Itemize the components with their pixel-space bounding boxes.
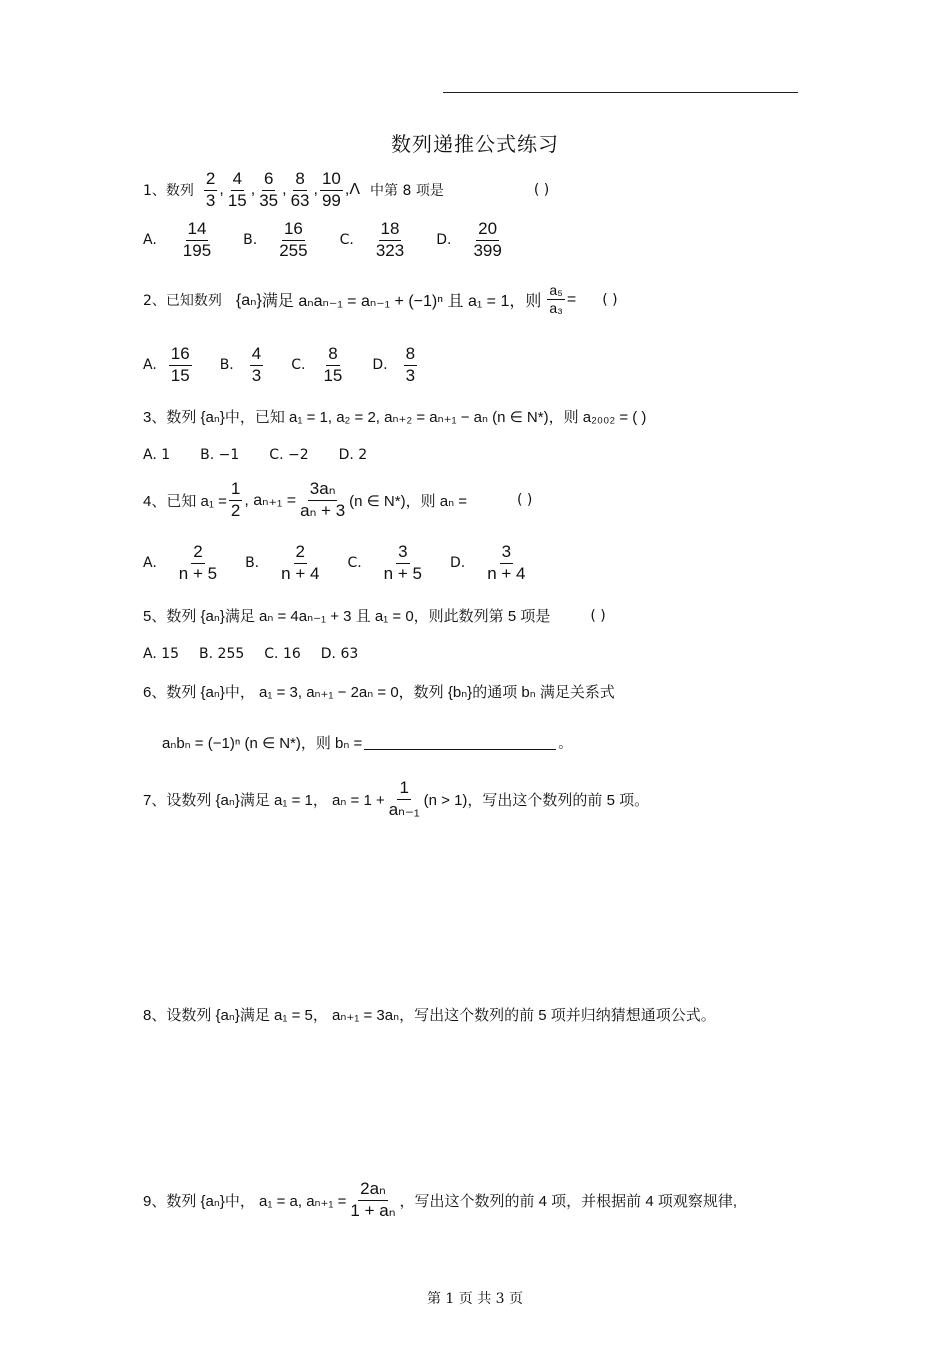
- question-4: 4、已知 a₁ = $\frac{1}{2}$ , aₙ₊₁ = $\frac{\text{3aₙ}}{\text{aₙ + 3}}$ (n ∈ N*)，则 aₙ = ( ): [143, 479, 533, 520]
- question-9: 9、数列 {aₙ}中， a₁ = a, aₙ₊₁ = $\frac{\text{2aₙ}}{\text{1 + aₙ}}$ ，写出这个数列的前 4 项，并根据前 4 项观察规律,: [143, 1179, 738, 1220]
- question-6-line-2: aₙbₙ = (−1)ⁿ (n ∈ N*)，则 bₙ = 。: [162, 735, 573, 752]
- q9-label: 9、数列 {aₙ}中， a₁ = a, aₙ₊₁ =: [143, 1192, 347, 1210]
- q4-a1: $\frac{1}{2}$: [230, 479, 241, 520]
- q2-condition: 满足 aₙaₙ₋₁ = aₙ₋₁ + (−1)ⁿ 且 a₁ = 1，则: [261, 293, 542, 311]
- q7-fraction: $\frac{1}{\text{aₙ₋₁}}$: [388, 778, 420, 819]
- question-5: 5、数列 {aₙ}满足 aₙ = 4aₙ₋₁ + 3 且 a₁ = 0，则此数列第 5 项是 ( ): [143, 607, 606, 625]
- q1-term-3: $\frac{6}{35}$: [259, 169, 279, 210]
- q5-option-d: D. 63: [320, 646, 359, 662]
- question-8: 8、设数列 {aₙ}满足 a₁ = 5， aₙ₊₁ = 3aₙ，写出这个数列的前 5 项并归纳猜想通项公式。: [143, 1007, 716, 1024]
- q3-option-d: D. 2: [338, 447, 368, 463]
- q1-ellipsis: ,Λ: [344, 181, 361, 199]
- q5-option-b: B. 255: [199, 646, 245, 662]
- q4-option-b: B. $\frac{2}{n + 4}$: [245, 542, 320, 583]
- q1-term-1: $\frac{2}{3}$: [205, 169, 216, 210]
- q4-options: [143, 543, 530, 583]
- q4-option-c: C. $\frac{3}{n + 5}$: [347, 542, 422, 583]
- question-2: 2、已知数列 {aₙ} 满足 aₙaₙ₋₁ = aₙ₋₁ + (−1)ⁿ 且 a₁ = 1，则 $\frac{\text{a₅}}{\text{a₃}}$ = ( ): [143, 282, 618, 317]
- header-rule: [443, 92, 798, 93]
- q5-options: [143, 646, 358, 662]
- q2-options: [143, 345, 419, 385]
- q2-label: 2、已知数列: [143, 292, 222, 309]
- q1-option-b: B. $\frac{16}{255}$: [243, 219, 308, 260]
- q1-answer-paren: ( ): [533, 182, 550, 199]
- q1-term-2: $\frac{4}{15}$: [227, 169, 247, 210]
- question-3: 3、数列 {aₙ}中，已知 a₁ = 1, a₂ = 2, aₙ₊₂ = aₙ₊₁ − aₙ (n ∈ N*)，则 a₂₀₀₂ = ( ): [143, 409, 647, 426]
- q2-ratio: $\frac{\text{a₅}}{\text{a₃}}$: [549, 282, 563, 317]
- q4-recurrence: $\frac{\text{3aₙ}}{\text{aₙ + 3}}$: [300, 479, 346, 520]
- q1-ask: 中第 8 项是: [370, 183, 444, 200]
- q9-fraction: $\frac{\text{2aₙ}}{\text{1 + aₙ}}$: [350, 1179, 396, 1220]
- q1-option-d: D. $\frac{20}{399}$: [436, 219, 502, 260]
- q4-option-a: A. $\frac{2}{n + 5}$: [143, 542, 218, 583]
- q2-answer-paren: ( ): [602, 291, 618, 308]
- q2-option-c: C. $\frac{8}{15}$: [291, 344, 343, 385]
- q1-label: 1、数列: [143, 183, 194, 200]
- q1-term-4: $\frac{8}{63}$: [290, 169, 310, 210]
- q2-option-d: D. $\frac{8}{3}$: [372, 344, 416, 385]
- q5-option-c: C. 16: [264, 646, 301, 662]
- q6-answer-blank[interactable]: [364, 735, 556, 750]
- q3-option-c: C. −2: [269, 447, 309, 463]
- q4-option-d: D. $\frac{3}{n + 4}$: [449, 542, 526, 583]
- q2-sequence: {aₙ}: [235, 291, 262, 309]
- q7-label: 7、设数列 {aₙ}满足 a₁ = 1， aₙ = 1 +: [143, 791, 385, 809]
- question-7: 7、设数列 {aₙ}满足 a₁ = 1， aₙ = 1 + $\frac{1}{\text{aₙ₋₁}}$ (n > 1)，写出这个数列的前 5 项。: [143, 778, 650, 819]
- q5-option-a: A. 15: [143, 646, 180, 662]
- q2-option-b: B. $\frac{4}{3}$: [219, 344, 262, 385]
- q1-term-5: $\frac{10}{99}$: [321, 169, 341, 210]
- q1-option-c: C. $\frac{18}{323}$: [339, 219, 405, 260]
- q1-option-a: A. $\frac{14}{195}$: [143, 219, 212, 260]
- question-1: 1、数列 $\frac{2}{3}$ , $\frac{4}{15}$ , $\frac{6}{35}$ , $\frac{8}{63}$ , $\frac{10}{99}$ ,Λ 中第 8 项是 ( ): [143, 169, 550, 210]
- q4-label: 4、已知 a₁ =: [143, 492, 227, 510]
- q4-answer-paren: ( ): [517, 492, 533, 509]
- question-6: 6、数列 {aₙ}中， a₁ = 3, aₙ₊₁ − 2aₙ = 0，数列 {bₙ}的通项 bₙ 满足关系式: [143, 684, 615, 701]
- q2-option-a: A. $\frac{16}{15}$: [143, 344, 190, 385]
- page-footer: 第 1 页 共 3 页: [426, 1291, 524, 1307]
- q3-option-a: A. 1: [143, 447, 171, 463]
- q1-options: [143, 220, 506, 260]
- q5-answer-paren: ( ): [590, 607, 606, 624]
- page-title: 数列递推公式练习: [391, 132, 559, 156]
- q3-option-b: B. −1: [200, 447, 240, 463]
- q3-options: [143, 447, 367, 463]
